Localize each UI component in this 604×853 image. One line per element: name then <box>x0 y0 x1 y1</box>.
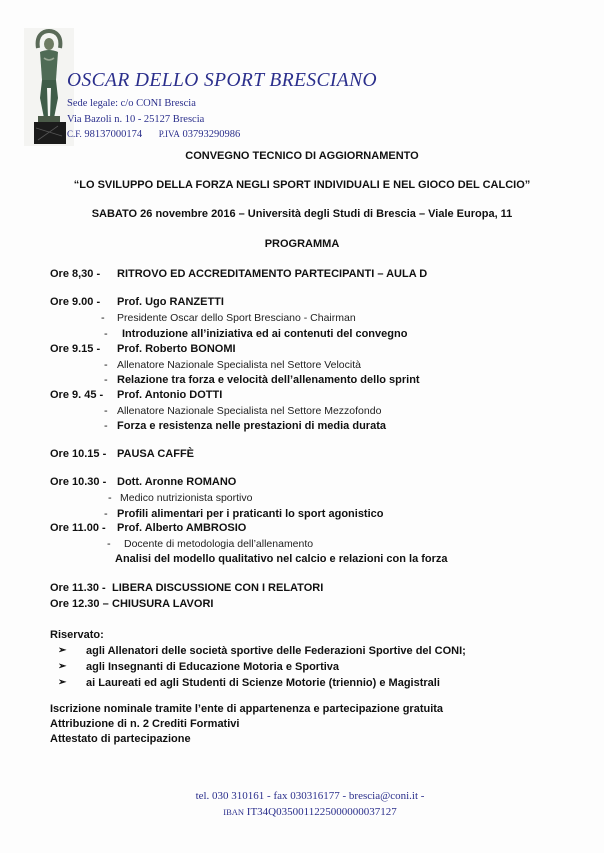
piva-value: 03793290986 <box>182 129 241 140</box>
speaker-topic: Relazione tra forza e velocità dell’allenamento dello sprint <box>117 374 420 386</box>
dash: - <box>104 405 108 417</box>
address: Via Bazoli n. 10 - 25127 Brescia <box>67 114 205 125</box>
schedule-title: LIBERA DISCUSSIONE CON I RELATORI <box>112 582 324 594</box>
schedule-time: Ore 12.30 – <box>50 598 109 610</box>
arrow-bullet-icon: ➢ <box>58 677 67 688</box>
schedule-title: PAUSA CAFFÈ <box>117 448 194 460</box>
schedule-time: Ore 10.15 - <box>50 448 107 460</box>
dash: - <box>104 420 108 432</box>
schedule-time: Ore 11.30 - <box>50 582 106 594</box>
speaker-topic: Forza e resistenza nelle prestazioni di media durata <box>117 420 386 432</box>
cf-label: C.F. <box>67 129 82 139</box>
date-venue: SABATO 26 novembre 2016 – Università degli Studi di Brescia – Viale Europa, 11 <box>91 208 513 220</box>
schedule-time: Ore 8,30 - <box>50 268 101 280</box>
reserved-label: Riservato: <box>50 629 104 641</box>
dash: - <box>104 374 108 386</box>
speaker-name: Prof. Roberto BONOMI <box>117 343 236 355</box>
speaker-topic: Analisi del modello qualitativo nel calcio e relazioni con la forza <box>115 553 448 565</box>
schedule-time: Ore 10.30 - <box>50 476 107 488</box>
schedule-time: Ore 11.00 - <box>50 522 106 534</box>
speaker-topic: Profili alimentari per i praticanti lo sport agonistico <box>117 508 384 520</box>
speaker-role: Presidente Oscar dello Sport Bresciano - Chairman <box>117 312 356 324</box>
speaker-name: Prof. Ugo RANZETTI <box>117 296 224 308</box>
iban-label: IBAN <box>223 807 245 817</box>
cf-value: 98137000174 <box>84 129 143 140</box>
speaker-role: Medico nutrizionista sportivo <box>120 492 253 504</box>
dash: - <box>107 538 111 550</box>
speaker-topic: Introduzione all’iniziativa ed ai contenuti del convegno <box>122 328 408 340</box>
legal-seat: Sede legale: c/o CONI Brescia <box>67 98 196 109</box>
letterhead <box>0 0 604 150</box>
note-certificate: Attestato di partecipazione <box>50 733 191 745</box>
speaker-role: Allenatore Nazionale Specialista nel Settore Velocità <box>117 359 361 371</box>
footer-iban <box>8 806 604 818</box>
arrow-bullet-icon: ➢ <box>58 645 67 656</box>
note-registration: Iscrizione nominale tramite l’ente di appartenenza e partecipazione gratuita <box>50 703 444 715</box>
iban-value: IT34Q0350011225000000037127 <box>246 806 397 818</box>
speaker-role: Allenatore Nazionale Specialista nel Settore Mezzofondo <box>117 405 382 417</box>
footer-contacts: tel. 030 310161 - fax 030316177 - brescia@coni.it - <box>195 790 425 802</box>
note-credits: Attribuzione di n. 2 Crediti Formativi <box>50 718 240 730</box>
dash: - <box>104 328 108 340</box>
arrow-bullet-icon: ➢ <box>58 661 67 672</box>
schedule-title: RITROVO ED ACCREDITAMENTO PARTECIPANTI – AULA D <box>117 268 428 280</box>
piva-label: P.IVA <box>158 129 180 139</box>
event-type: CONVEGNO TECNICO DI AGGIORNAMENTO <box>185 150 419 162</box>
schedule-time: Ore 9.15 - <box>50 343 101 355</box>
speaker-name: Prof. Alberto AMBROSIO <box>117 522 247 534</box>
tax-codes <box>67 129 240 140</box>
dash: - <box>101 312 105 324</box>
dash: - <box>104 359 108 371</box>
event-title: “LO SVILUPPO DELLA FORZA NEGLI SPORT INDIVIDUALI E NEL GIOCO DEL CALCIO” <box>73 179 531 191</box>
schedule-time: Ore 9. 45 - <box>50 389 104 401</box>
speaker-name: Prof. Antonio DOTTI <box>117 389 223 401</box>
schedule-time: Ore 9.00 - <box>50 296 101 308</box>
dash: - <box>108 492 112 504</box>
organization-name: OSCAR DELLO SPORT BRESCIANO <box>67 70 377 91</box>
schedule-title: CHIUSURA LAVORI <box>112 598 214 610</box>
speaker-name: Dott. Aronne ROMANO <box>117 476 237 488</box>
programma-heading: PROGRAMMA <box>264 238 340 250</box>
dash: - <box>104 508 108 520</box>
speaker-role: Docente di metodologia dell’allenamento <box>124 538 314 550</box>
